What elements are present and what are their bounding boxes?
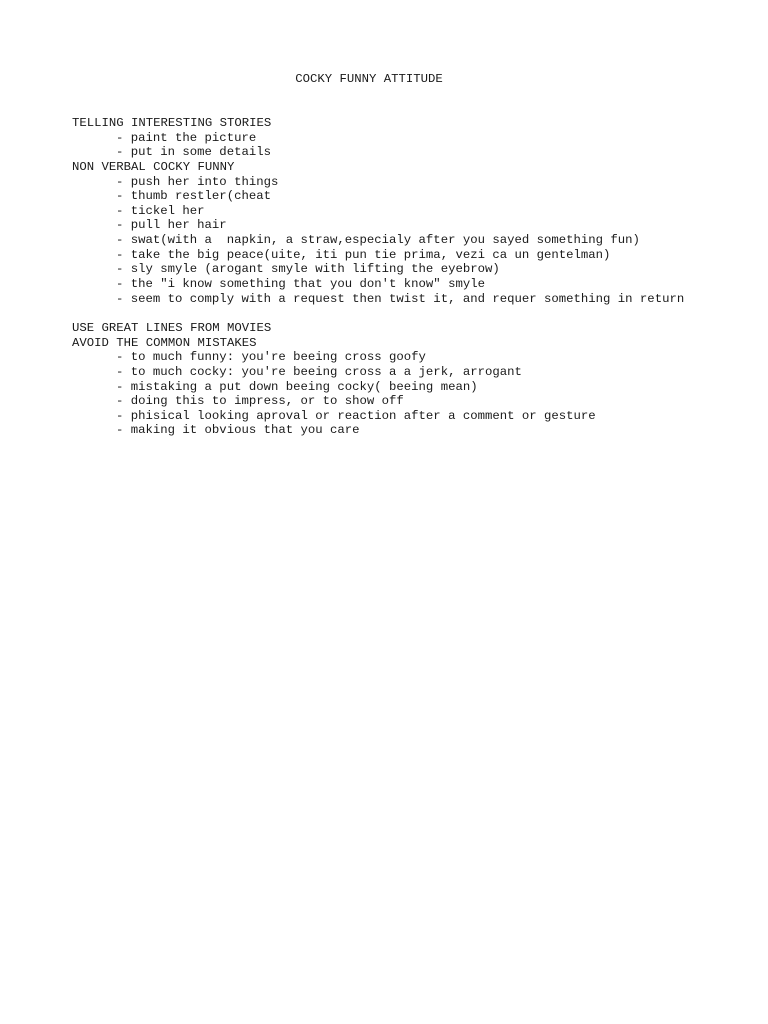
list-item: - thumb restler(cheat [116, 189, 271, 204]
list-item: - put in some details [116, 145, 271, 160]
list-item: - paint the picture [116, 130, 257, 145]
document-body [72, 116, 762, 438]
section-heading-non-verbal: NON VERBAL COCKY FUNNY [72, 159, 235, 174]
blank-line [72, 306, 762, 321]
section-heading-telling-stories: TELLING INTERESTING STORIES [72, 116, 272, 130]
list-item: - tickel her [116, 203, 205, 218]
section-heading-great-lines: USE GREAT LINES FROM MOVIES [72, 320, 272, 335]
list-item: - the "i know something that you don't know" smyle [116, 277, 485, 292]
list-item: - swat(with a napkin, a straw,especialy after you sayed something fun) [116, 233, 640, 248]
list-item: - to much funny: you're beeing cross goofy [116, 350, 426, 365]
list-item: - phisical looking aproval or reaction after a comment or gesture [116, 408, 596, 423]
list-item: - seem to comply with a request then twist it, and requer something in return [116, 291, 685, 306]
list-item: - sly smyle (arogant smyle with lifting the eyebrow) [116, 262, 500, 277]
list-item: - pull her hair [116, 218, 227, 233]
list-item: - mistaking a put down beeing cocky( beeing mean) [116, 379, 478, 394]
document-title: COCKY FUNNY ATTITUDE [295, 72, 443, 86]
section-heading-common-mistakes: AVOID THE COMMON MISTAKES [72, 335, 257, 350]
list-item: - making it obvious that you care [116, 423, 360, 438]
list-item: - doing this to impress, or to show off [116, 394, 404, 409]
list-item: - take the big peace(uite, iti pun tie prima, vezi ca un gentelman) [116, 247, 611, 262]
list-item: - push her into things [116, 174, 279, 189]
list-item: - to much cocky: you're beeing cross a a jerk, arrogant [116, 364, 522, 379]
